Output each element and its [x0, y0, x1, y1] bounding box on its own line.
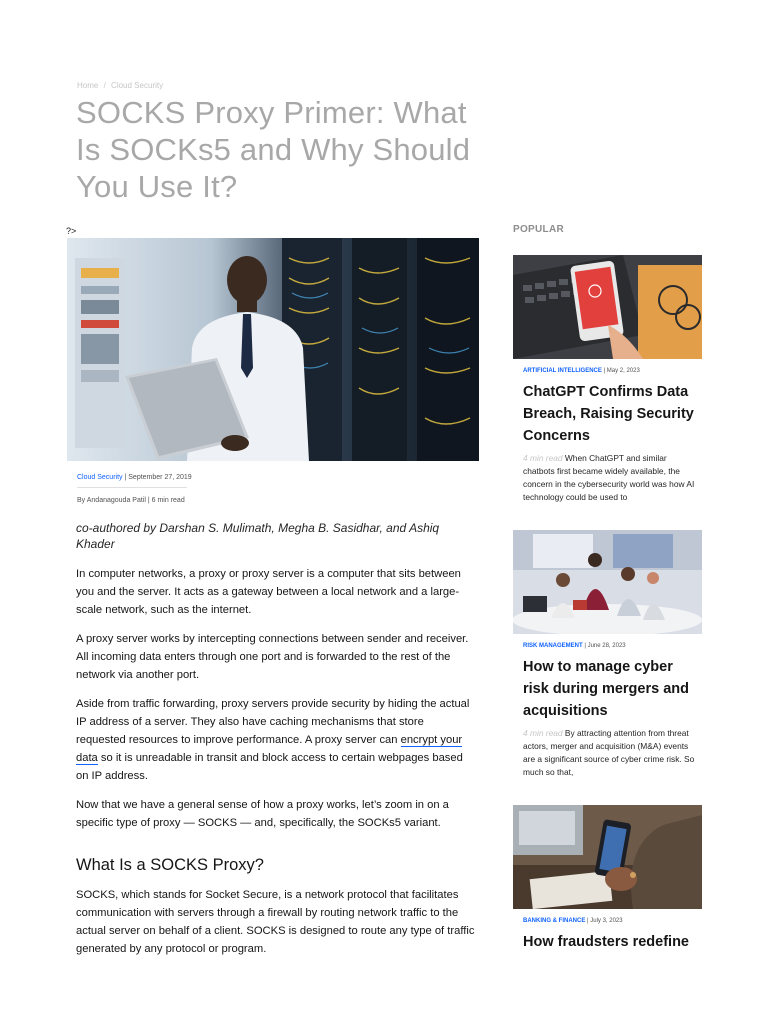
paragraph-text: Aside from traffic forwarding, proxy servers provide security by hiding the actual IP address of a server. They also have caching mechanisms that store requested resources to improve performance. A proxy server can: [76, 698, 470, 746]
hero-image: [67, 238, 479, 461]
card-excerpt: [523, 727, 699, 779]
author-link[interactable]: Andanagouda Patil: [86, 497, 146, 504]
read-time: 6 min read: [151, 497, 185, 504]
card-category-link[interactable]: RISK MANAGEMENT: [523, 643, 583, 649]
breadcrumb-home-link[interactable]: Home: [77, 81, 99, 90]
breadcrumb: [77, 81, 166, 90]
card-title-link[interactable]: How fraudsters redefine: [523, 934, 689, 950]
meta-separator: |: [147, 497, 150, 504]
card-meta: [523, 643, 702, 649]
coauthors-line: co-authored by Darshan S. Mulimath, Megha B. Sasidhar, and Ashiq Khader: [76, 521, 440, 551]
breadcrumb-separator: /: [103, 81, 106, 90]
card-read-time: 4 min read: [523, 728, 563, 738]
card-title-link[interactable]: How to manage cyber risk during mergers and acquisitions: [523, 659, 689, 719]
card-excerpt-text: By attracting attention from threat actors, merger and acquisition (M&A) events are a significant source of cyber crime risk. So much so that,: [523, 728, 695, 777]
card-date: May 2, 2023: [606, 368, 640, 374]
card-meta: [523, 918, 702, 924]
card-meta: [523, 368, 702, 374]
paragraph: [76, 695, 476, 785]
paragraph: A proxy server works by intercepting connections between sender and receiver. All incoming data enters through one port and is forwarded to the rest of the network via another port.: [76, 633, 469, 681]
card-category-link[interactable]: ARTIFICIAL INTELLIGENCE: [523, 368, 602, 374]
card-thumbnail[interactable]: [513, 530, 702, 634]
popular-card[interactable]: [513, 530, 702, 779]
paragraph: In computer networks, a proxy or proxy server is a computer that sits between you and the server. It acts as a gateway between a local network and a large-scale network, such as the internet.: [76, 568, 461, 616]
card-title-link[interactable]: ChatGPT Confirms Data Breach, Raising Security Concerns: [523, 384, 694, 444]
author-line: [77, 497, 185, 504]
article-meta: [77, 474, 192, 481]
card-excerpt: [523, 452, 699, 504]
encrypt-your-data-link[interactable]: encrypt your data: [76, 734, 463, 764]
meta-separator: |: [603, 368, 606, 374]
meta-separator: |: [124, 474, 127, 481]
article-body: [76, 520, 476, 969]
card-date: June 28, 2023: [587, 643, 626, 649]
popular-heading: POPULAR: [513, 224, 564, 235]
card-date: July 3, 2023: [590, 918, 623, 924]
page-title: SOCKS Proxy Primer: What Is SOCKs5 and Why Should You Use It?: [76, 95, 471, 204]
article-category-link[interactable]: Cloud Security: [77, 474, 123, 481]
card-thumbnail[interactable]: [513, 805, 702, 909]
stray-text: ?>: [66, 226, 77, 236]
card-thumbnail[interactable]: [513, 255, 702, 359]
paragraph-text: so it is unreadable in transit and block access to certain webpages based on IP address.: [76, 752, 463, 782]
section-heading: What Is a SOCKS Proxy?: [76, 856, 264, 874]
paragraph: Now that we have a general sense of how a proxy works, let’s zoom in on a specific type of proxy — SOCKS — and, specifically, the SOCKs5 variant.: [76, 799, 449, 829]
popular-card[interactable]: [513, 805, 702, 953]
card-read-time: 4 min read: [523, 453, 563, 463]
popular-card[interactable]: [513, 255, 702, 504]
by-label: By: [77, 497, 86, 504]
meta-separator: |: [584, 643, 586, 649]
card-excerpt-text: When ChatGPT and similar chatbots first became widely available, the concern in the cybersecurity world was how AI technology could be used to: [523, 453, 695, 502]
breadcrumb-section-link[interactable]: Cloud Security: [111, 81, 164, 90]
card-category-link[interactable]: BANKING & FINANCE: [523, 918, 586, 924]
article-date: September 27, 2019: [128, 474, 192, 481]
meta-separator: |: [587, 918, 589, 924]
meta-divider: [77, 487, 187, 488]
paragraph: SOCKS, which stands for Socket Secure, is a network protocol that facilitates communication with servers through a firewall by routing network traffic to the actual server on behalf of a client. SOCKS is designed to route any type of traffic generated by any protocol or program.: [76, 889, 475, 955]
